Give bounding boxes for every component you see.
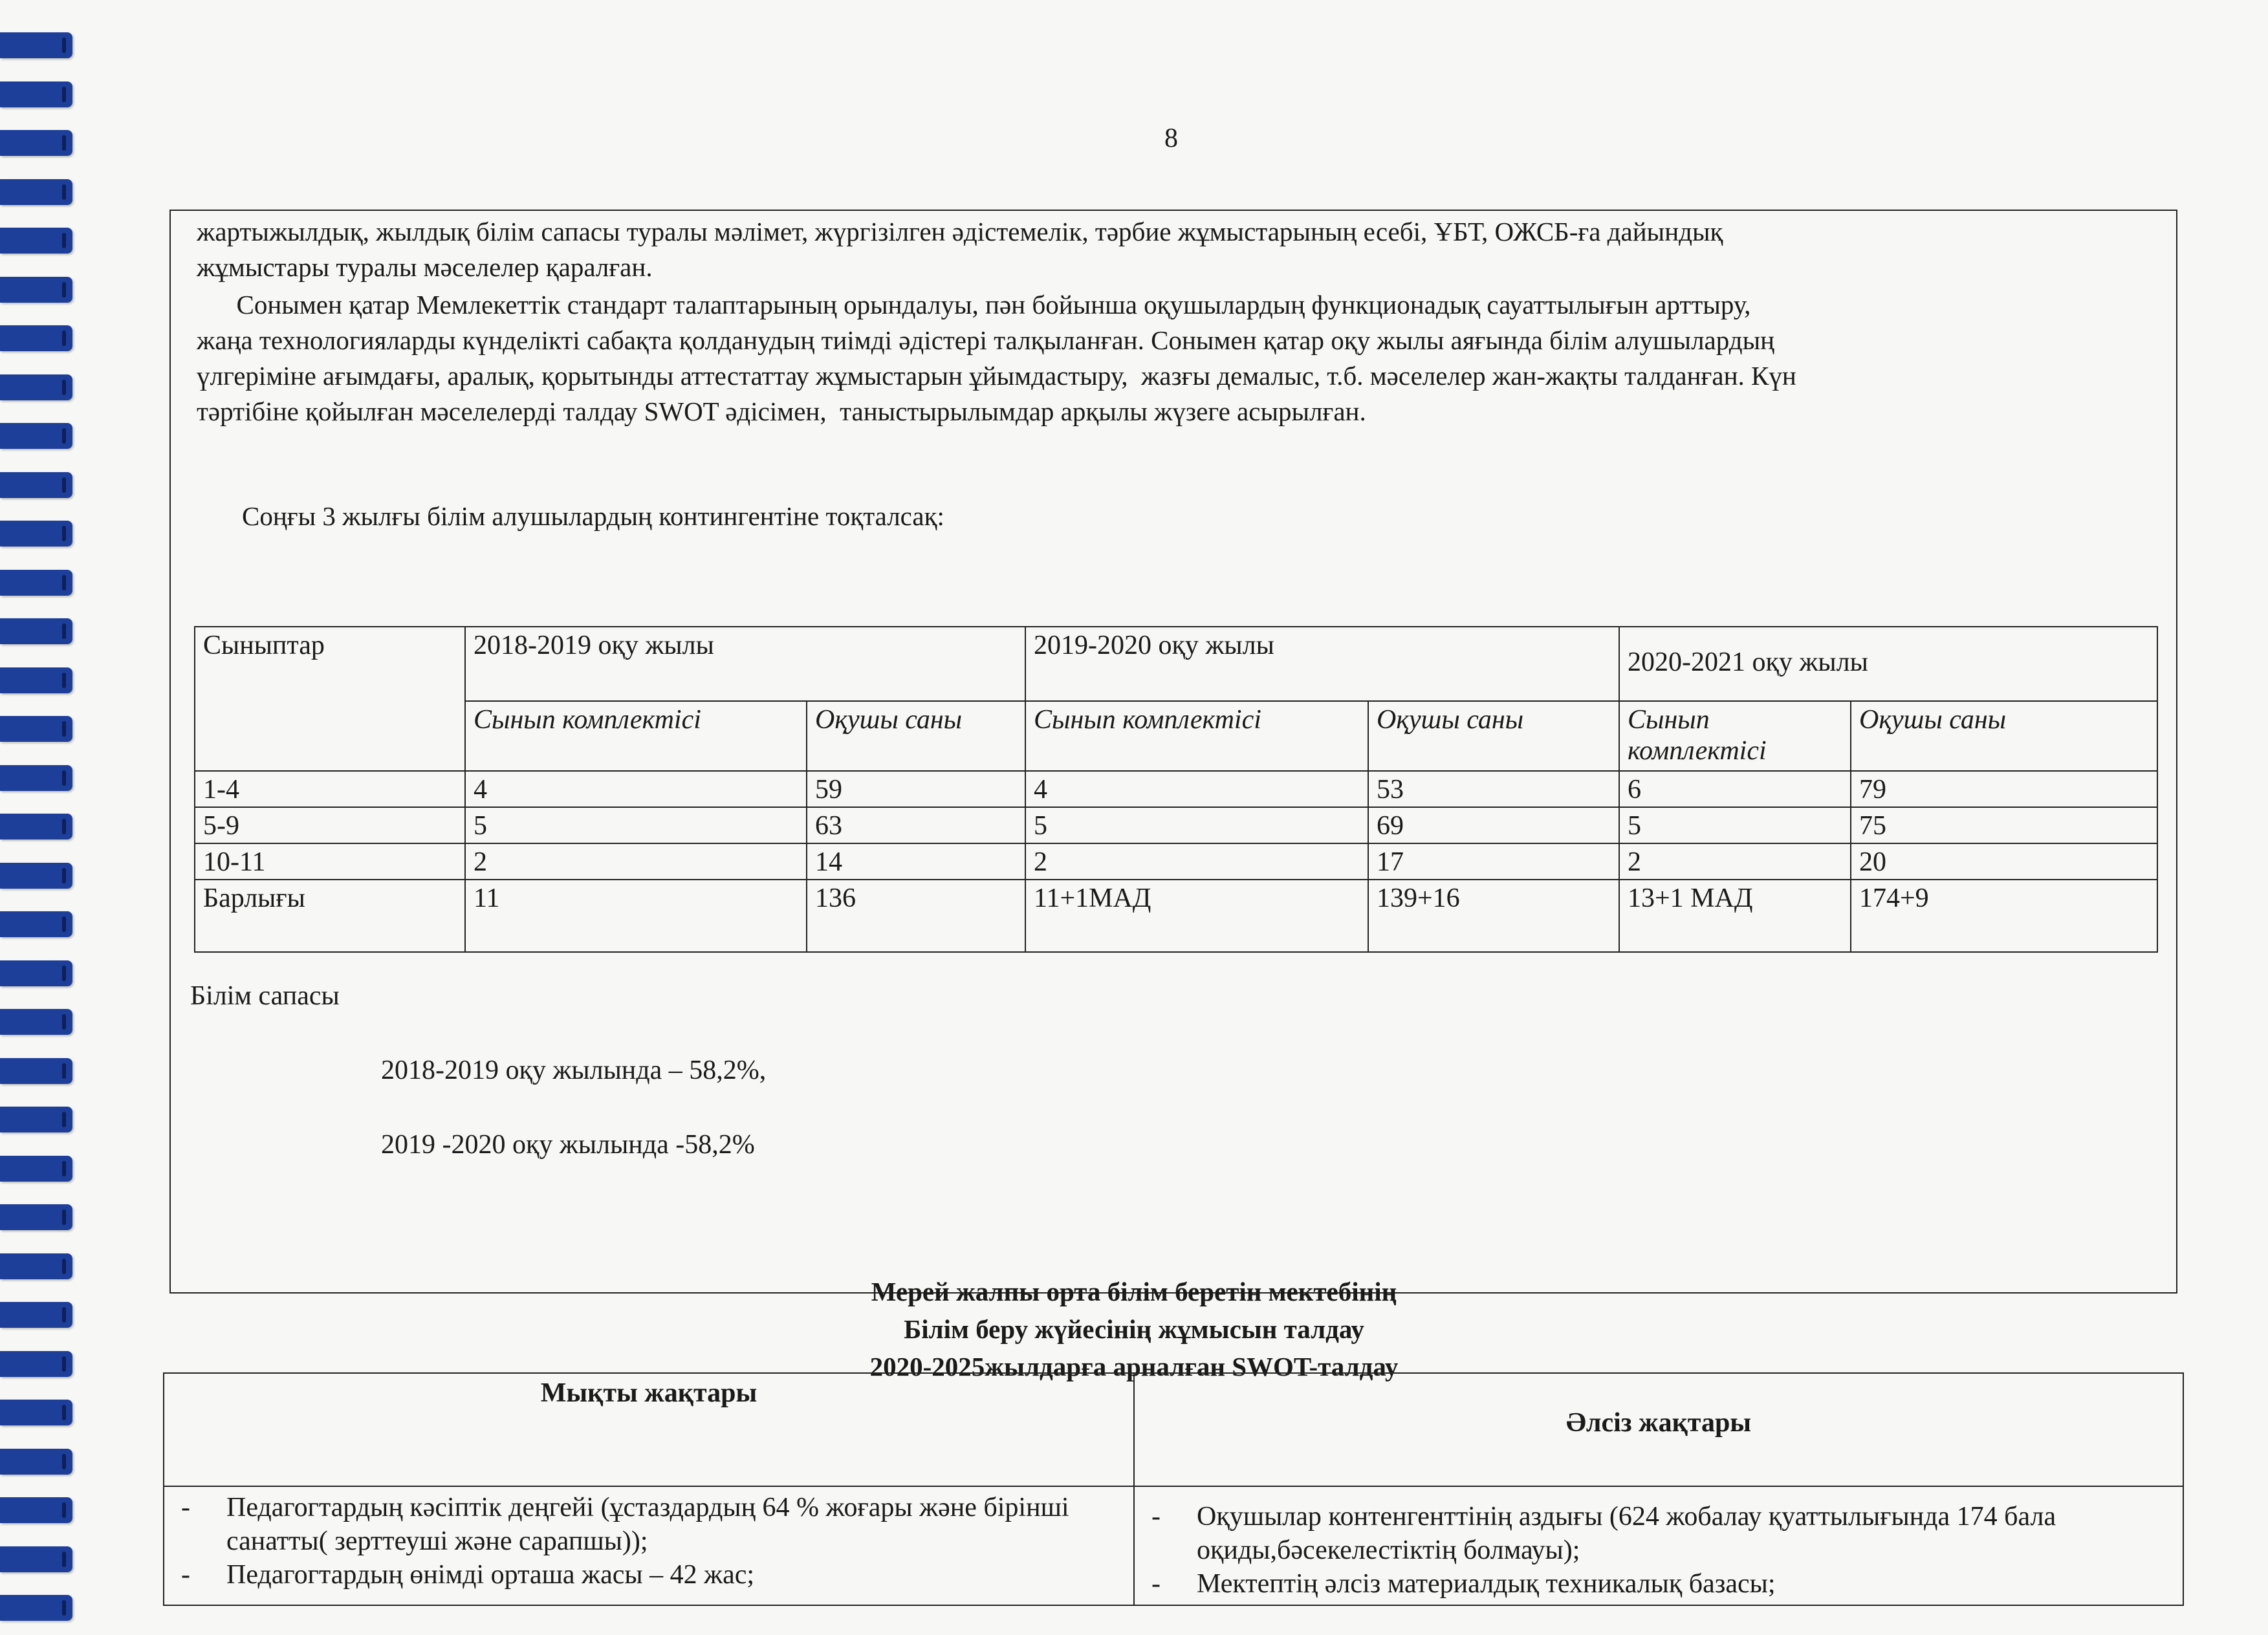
binding-ring — [0, 911, 72, 937]
header-classes: Сыныптар — [195, 627, 465, 771]
quality-line: 2018-2019 оқу жылында – 58,2%, — [381, 1056, 767, 1085]
swot-heading-line: Мерей жалпы орта білім беретін мектебінің — [871, 1277, 1397, 1306]
binding-ring — [0, 863, 72, 889]
binding-ring — [0, 32, 72, 58]
binding-ring — [0, 960, 72, 986]
table-cell: 63 — [807, 807, 1025, 843]
header-year-2018: 2018-2019 оқу жылы — [465, 627, 1025, 701]
table-cell: 2 — [1619, 843, 1851, 880]
swot-heading-line: Білім беру жүйесінің жұмысын талдау — [904, 1314, 1364, 1344]
table-cell: 139+16 — [1368, 880, 1619, 952]
table-cell: 13+1 МАД — [1619, 880, 1851, 952]
table-cell: 75 — [1851, 807, 2157, 843]
table-cell: 5 — [1619, 807, 1851, 843]
strength-item: - Педагогтардың кәсіптік деңгейі (ұстаздардың 64 % жоғары және бірінші санатты( зерттеуші және сарапшы)); — [175, 1491, 1123, 1558]
spiral-binding — [0, 0, 84, 1635]
binding-ring — [0, 618, 72, 644]
swot-heading-line: 2020-2025жылдарға арналған SWOT-талдау — [869, 1352, 1399, 1381]
row-label: 1-4 — [195, 771, 465, 807]
swot-table — [163, 1372, 2184, 1606]
paragraph-3: Соңғы 3 жылғы білім алушылардың контингентіне тоқталсақ: — [242, 501, 944, 531]
binding-ring — [0, 277, 72, 303]
row-label: Барлығы — [195, 880, 465, 952]
subheader-students: Оқушы саны — [1368, 701, 1619, 771]
binding-ring — [0, 570, 72, 596]
binding-ring — [0, 716, 72, 742]
binding-ring — [0, 472, 72, 498]
header-year-2019: 2019-2020 оқу жылы — [1025, 627, 1619, 701]
binding-ring — [0, 130, 72, 156]
table-cell: 69 — [1368, 807, 1619, 843]
strength-item: - Педагогтардың өнімді орташа жасы – 42 жас; — [175, 1558, 1123, 1592]
binding-ring — [0, 325, 72, 351]
binding-ring — [0, 1497, 72, 1523]
weaknesses-header: Әлсіз жақтары — [1134, 1373, 2183, 1486]
binding-ring — [0, 81, 72, 107]
weakness-item: - Оқушылар контенгенттінің аздығы (624 жобалау қуаттылығында 174 бала оқиды,бәсекелестіктің болмауы); — [1145, 1500, 2172, 1567]
binding-ring — [0, 374, 72, 400]
binding-ring — [0, 1546, 72, 1572]
binding-ring — [0, 765, 72, 791]
contingent-table — [194, 626, 2158, 953]
table-row — [195, 807, 2157, 843]
row-label: 10-11 — [195, 843, 465, 880]
page-number: 8 — [1164, 124, 1178, 153]
binding-ring — [0, 1204, 72, 1230]
table-cell: 20 — [1851, 843, 2157, 880]
binding-ring — [0, 1400, 72, 1425]
binding-ring — [0, 1009, 72, 1035]
subheader-sets: Сынып комплектісі — [465, 701, 807, 771]
table-cell: 2 — [465, 843, 807, 880]
table-cell: 136 — [807, 880, 1025, 952]
swot-heading — [0, 1273, 2268, 1385]
table-cell: 59 — [807, 771, 1025, 807]
binding-ring — [0, 179, 72, 205]
binding-ring — [0, 1595, 72, 1621]
table-cell: 6 — [1619, 771, 1851, 807]
subheader-students: Оқушы саны — [807, 701, 1025, 771]
subheader-sets: Сынып комплектісі — [1025, 701, 1368, 771]
strengths-cell — [164, 1486, 1134, 1605]
quality-title: Білім сапасы — [190, 981, 340, 1011]
binding-ring — [0, 1449, 72, 1475]
weakness-item: - Мектептің әлсіз материалдық техникалық базасы; — [1145, 1567, 2172, 1601]
strengths-header: Мықты жақтары — [164, 1373, 1134, 1486]
table-cell: 11 — [465, 880, 807, 952]
table-cell: 174+9 — [1851, 880, 2157, 952]
weaknesses-cell — [1134, 1486, 2183, 1605]
table-cell: 17 — [1368, 843, 1619, 880]
table-cell: 5 — [465, 807, 807, 843]
binding-ring — [0, 228, 72, 254]
binding-ring — [0, 1107, 72, 1132]
table-cell: 2 — [1025, 843, 1368, 880]
table-cell: 5 — [1025, 807, 1368, 843]
table-cell: 4 — [465, 771, 807, 807]
subheader-students: Оқушы саны — [1851, 701, 2157, 771]
table-cell: 79 — [1851, 771, 2157, 807]
binding-ring — [0, 423, 72, 449]
binding-ring — [0, 521, 72, 547]
quality-line: 2019 -2020 оқу жылында -58,2% — [381, 1130, 755, 1160]
header-year-2020: 2020-2021 оқу жылы — [1619, 627, 2157, 701]
binding-ring — [0, 667, 72, 693]
content-frame — [169, 210, 2177, 1294]
row-label: 5-9 — [195, 807, 465, 843]
table-row — [195, 843, 2157, 880]
table-row — [195, 771, 2157, 807]
table-cell: 53 — [1368, 771, 1619, 807]
table-cell: 14 — [807, 843, 1025, 880]
table-cell: 4 — [1025, 771, 1368, 807]
table-row-total — [195, 880, 2157, 952]
table-cell: 11+1МАД — [1025, 880, 1368, 952]
binding-ring — [0, 814, 72, 839]
binding-ring — [0, 1058, 72, 1084]
subheader-sets: Сынып комплектісі — [1619, 701, 1851, 771]
binding-ring — [0, 1156, 72, 1182]
paragraph-2: Сонымен қатар Мемлекеттік стандарт талаптарының орындалуы, пән бойынша оқушылардың функционадық сауаттылығын арттыру, жаңа технологияларды күнделікті сабақта қолданудың тиімді әдістері талқыланған. Сонымен қатар оқу жылы аяғында білім алушылардың үлгеріміне ағымдағы, аралық, қорытынды аттестаттау жұмыстарын ұйымдастыру, жазғы демалыс, т.б. мәселелер жан-жақты талданған. Күн тәртібіне қойылған мәселелерді талдау SWOT әдісімен, таныстырылымдар арқылы жүзеге асырылған. — [197, 290, 1796, 426]
paragraph-1: жартыжылдық, жылдық білім сапасы туралы мәлімет, жүргізілген әдістемелік, тәрбие жұмыстарының есебі, ҰБТ, ОЖСБ-ға дайындық жұмыстары туралы мәселелер қаралған. — [197, 217, 1723, 282]
